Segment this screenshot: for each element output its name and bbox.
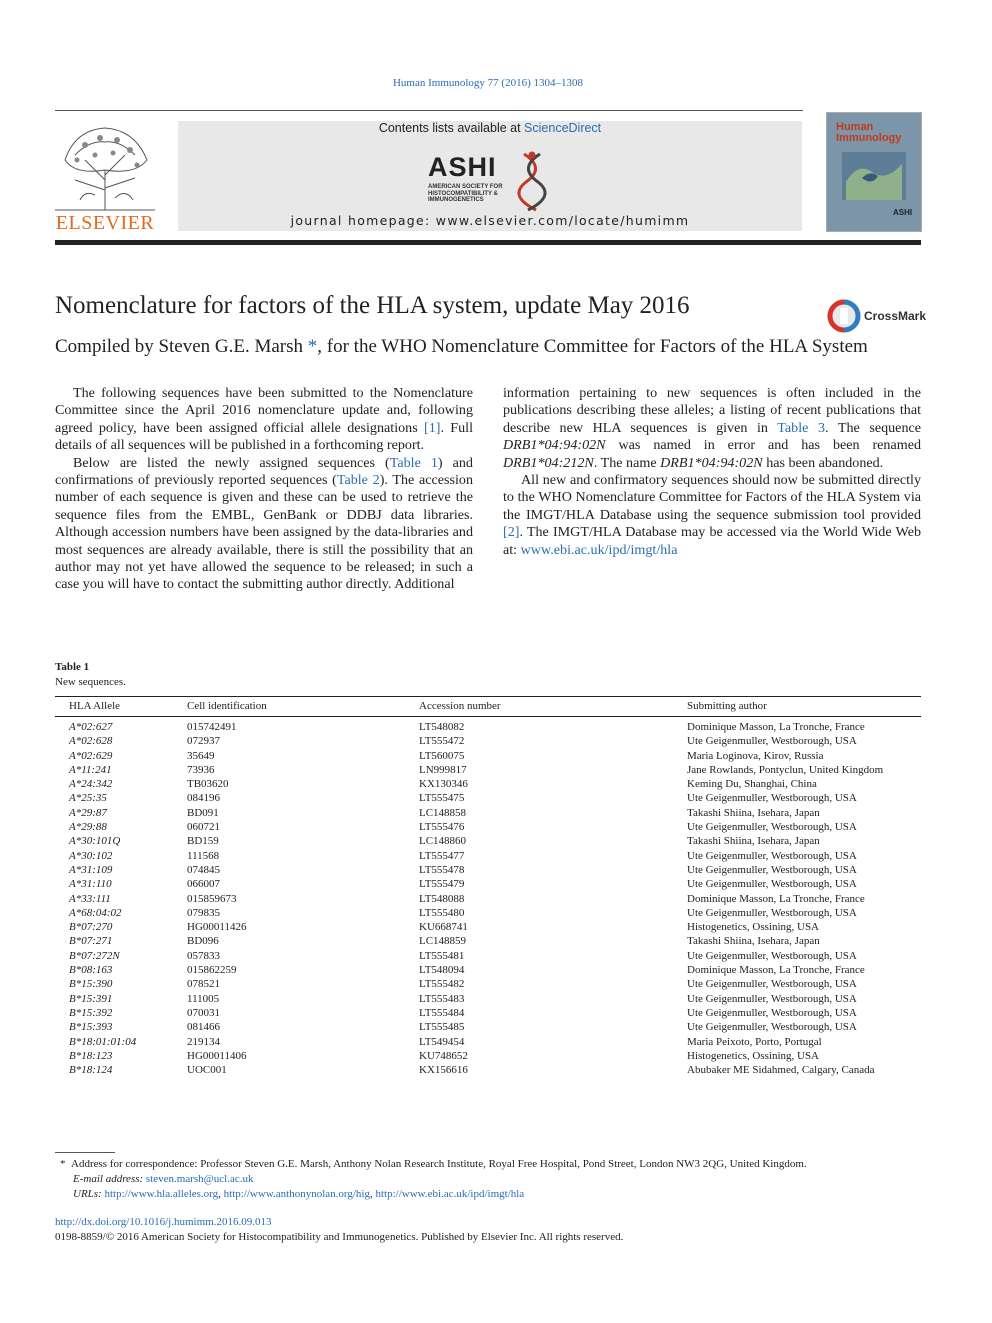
cell-id-cell: 73936 [187,763,215,776]
allele-cell: A*24:342 [69,778,113,791]
author-cell: Takashi Shiina, Isehara, Japan [687,806,820,819]
accession-cell: LC148859 [419,935,467,948]
cell-id-cell: 015742491 [187,721,237,733]
allele-cell: B*07:272N [69,949,120,962]
table-row [55,820,921,834]
author-cell: Dominique Masson, La Tronche, France [687,721,865,733]
ashi-society-name: AMERICAN SOCIETY FOR HISTOCOMPATIBILITY & IMMUNOGENETICS [428,184,503,203]
elsevier-wordmark: ELSEVIER [55,212,155,234]
body-column-left: The following sequences have been submitted to the Nomenclature Committee since the April 2016 nomenclature update and, following agreed policy, have been assigned official allele designations [1]. Full details of all sequences will be published in a forthcoming report. Below are listed the newly assigned sequences (Table 1) and confirmations of previously reported sequences (Table 2). The accession number of each sequence is given and these can be used to retrieve the sequence files from the EMBL, GenBank or DDBJ data libraries. Although accession numbers have been assigned by the data-libraries and most sequences are already available, there is still the possibility that an author may not yet have allowed the sequence to be released; in such a case you will have to contact the submitting author directly. Additional [55,385,473,593]
allele-cell: A*68:04:02 [69,906,122,919]
table-row [55,920,921,934]
table-row [55,834,921,848]
accession-cell: LT549454 [419,1035,465,1048]
cell-id-cell: 057833 [187,949,220,962]
accession-cell: LT555477 [419,849,465,862]
accession-cell: LT548082 [419,721,465,733]
cell-id-cell: TB03620 [187,778,229,791]
accession-cell: LT555478 [419,863,465,876]
cell-id-cell: 111005 [187,992,220,1005]
cell-id-cell: HG00011406 [187,1049,247,1062]
allele-cell: B*15:393 [69,1021,113,1034]
accession-cell: LT548094 [419,964,465,977]
cell-id-cell: UOC001 [187,1064,227,1077]
author-cell: Ute Geigenmuller, Westborough, USA [687,1006,857,1019]
table-row [55,777,921,791]
paragraph-continuation: information pertaining to new sequences is often included in the publications describing these alleles; a listing of recent publications that describe new HLA sequences is given in [503,385,921,436]
cell-id-cell: 070031 [187,1006,220,1019]
allele-cell: A*30:101Q [69,835,121,848]
table-1-link[interactable]: Table 1 [389,454,438,471]
table-row [55,763,921,777]
ref-2-link[interactable]: [2] [503,524,520,541]
allele-cell: A*25:35 [69,792,107,805]
author-cell: Ute Geigenmuller, Westborough, USA [687,821,857,834]
author-cell: Ute Geigenmuller, Westborough, USA [687,978,857,991]
ref-1-link[interactable]: [1] [424,419,441,436]
author-cell: Ute Geigenmuller, Westborough, USA [687,792,857,805]
table-caption: New sequences. [55,676,126,688]
cell-id-cell: 015859673 [187,892,237,905]
table-3-link[interactable]: Table 3 [777,419,825,436]
author-cell: Ute Geigenmuller, Westborough, USA [687,1021,857,1034]
author-cell: Ute Geigenmuller, Westborough, USA [687,906,857,919]
author-cell: Histogenetics, Ossining, USA [687,921,819,934]
table-row [55,863,921,877]
table-row [55,977,921,991]
accession-cell: LN999817 [419,763,467,776]
urls-footnote: URLs: http://www.hla.alleles.org, http://www.anthonynolan.org/hig, http://www.ebi.ac.uk/ipd/imgt/hla [73,1188,525,1200]
accession-cell: LT555483 [419,992,465,1005]
allele-cell: A*02:629 [69,749,113,762]
accession-cell: LT555485 [419,1021,465,1034]
author-cell: Histogenetics, Ossining, USA [687,1049,819,1062]
table-row [55,734,921,748]
table-row [55,877,921,891]
allele-cell: B*15:390 [69,978,113,991]
table-row [55,934,921,948]
table-row [55,1035,921,1049]
table-row [55,906,921,920]
correspondence-footnote: * Address for correspondence: Professor Steven G.E. Marsh, Anthony Nolan Research Institute, Royal Free Hospital, Pond Street, London NW3 2QG, United Kingdom. [60,1158,807,1170]
cell-id-cell: 072937 [187,735,220,748]
url-hla-alleles[interactable]: http://www.hla.alleles.org [104,1188,219,1200]
accession-cell: LT555479 [419,878,465,891]
email-link[interactable]: steven.marsh@ucl.ac.uk [145,1173,254,1185]
author-cell: Jane Rowlands, Pontyclun, United Kingdom [687,763,884,776]
table-body [55,717,921,1078]
table-row [55,849,921,863]
author-cell: Dominique Masson, La Tronche, France [687,892,865,905]
author-cell: Dominique Masson, La Tronche, France [687,964,865,977]
cell-id-cell: 060721 [187,821,220,834]
author-cell: Maria Loginova, Kirov, Russia [687,749,824,762]
accession-cell: LT548088 [419,892,465,905]
cell-id-cell: BD096 [187,935,219,948]
allele-cell: A*29:87 [69,806,107,819]
author-cell: Ute Geigenmuller, Westborough, USA [687,949,857,962]
accession-cell: LT560075 [419,749,465,762]
allele-cell: B*07:270 [69,921,113,934]
cover-title: Human Immunology [836,121,902,144]
author-cell: Ute Geigenmuller, Westborough, USA [687,735,857,748]
allele-cell: B*08:163 [69,964,113,977]
accession-cell: LC148858 [419,806,467,819]
allele-cell: B*18:01:01:04 [69,1035,137,1048]
allele-cell: B*18:123 [69,1049,113,1062]
url-ebi-imgt[interactable]: http://www.ebi.ac.uk/ipd/imgt/hla [375,1188,525,1200]
sciencedirect-link[interactable]: ScienceDirect [524,121,602,135]
allele-cell: A*02:627 [69,721,113,733]
accession-cell: LT555472 [419,735,465,748]
table-row [55,992,921,1006]
author-line: Compiled by Steven G.E. Marsh *, for the WHO Nomenclature Committee for Factors of the HLA System [55,336,868,357]
doi-link[interactable]: http://dx.doi.org/10.1016/j.humimm.2016.09.013 [55,1216,272,1228]
imgt-hla-url[interactable]: www.ebi.ac.uk/ipd/imgt/hla [520,541,678,558]
author-cell: Ute Geigenmuller, Westborough, USA [687,863,857,876]
allele-cell: A*11:241 [69,763,112,776]
url-anthony-nolan[interactable]: http://www.anthonynolan.org/hig [223,1188,370,1200]
copyright-line: 0198-8859/© 2016 American Society for Histocompatibility and Immunogenetics. Published by Elsevier Inc. All rights reserved. [55,1231,624,1243]
cell-id-cell: 066007 [187,878,220,891]
author-cell: Ute Geigenmuller, Westborough, USA [687,878,857,891]
table-row [55,1049,921,1063]
allele-cell: A*31:110 [69,878,112,891]
cover-badge: ASHI [893,208,913,217]
cell-id-cell: 078521 [187,978,220,991]
cell-id-cell: 084196 [187,792,220,805]
allele-cell: B*15:391 [69,992,113,1005]
col-header-accession: Accession number [419,697,687,717]
col-header-allele: HLA Allele [55,697,187,717]
cell-id-cell: BD091 [187,806,219,819]
crossmark-label[interactable]: CrossMark [864,309,927,323]
table-row [55,806,921,820]
accession-cell: LT555481 [419,949,465,962]
allele-cell: A*30:102 [69,849,113,862]
table-row [55,1020,921,1034]
journal-homepage[interactable]: journal homepage: www.elsevier.com/locate/humimm [290,213,690,228]
accession-cell: LT555476 [419,821,465,834]
accession-cell: LT555484 [419,1006,465,1019]
contents-line: Contents lists available at ScienceDirect [378,121,602,135]
cell-id-cell: BD159 [187,835,219,848]
cell-id-cell: 079835 [187,906,220,919]
cell-id-cell: HG00011426 [187,921,247,934]
author-cell: Takashi Shiina, Isehara, Japan [687,935,820,948]
dna-helix-icon [516,150,556,212]
cell-id-cell: 111568 [187,849,220,862]
table-label: Table 1 [55,661,90,673]
allele-cell: A*33:111 [69,892,111,905]
elsevier-tree-logo [55,120,155,212]
table-row [55,949,921,963]
accession-cell: KX130346 [419,778,468,791]
author-cell: Maria Peixoto, Porto, Portugal [687,1035,822,1048]
crossmark-icon[interactable] [826,298,862,334]
cell-id-cell: 219134 [187,1035,220,1048]
table-row [55,749,921,763]
table-header-row [55,697,921,717]
author-cell: Takashi Shiina, Isehara, Japan [687,835,820,848]
table-row [55,963,921,977]
accession-cell: KU668741 [419,921,468,934]
accession-cell: LT555482 [419,978,465,991]
cover-image [842,152,906,200]
accession-cell: KU748652 [419,1049,468,1062]
header-rule [55,110,803,111]
author-cell: Ute Geigenmuller, Westborough, USA [687,849,857,862]
cell-id-cell: 081466 [187,1021,220,1034]
accession-cell: LC148860 [419,835,467,848]
col-header-cell-id: Cell identification [187,697,419,717]
allele-cell: B*18:124 [69,1064,113,1077]
col-header-author: Submitting author [687,697,921,717]
allele-cell: A*02:628 [69,735,113,748]
table-row [55,892,921,906]
journal-reference[interactable]: Human Immunology 77 (2016) 1304–1308 [392,77,584,89]
allele-cell: A*31:109 [69,863,113,876]
header-thick-rule [55,240,921,245]
ashi-logo [428,150,558,212]
new-sequences-table [55,696,921,1077]
accession-cell: LT555480 [419,906,465,919]
table-2-link[interactable]: Table 2 [336,472,380,489]
author-footnote-mark[interactable]: * [307,336,318,357]
cell-id-cell: 35649 [187,749,215,762]
allele-cell: B*07:271 [69,935,113,948]
body-column-right: information pertaining to new sequences is often included in the publications describing these alleles; a listing of recent publications that describe new HLA sequences is given in Table 3. The sequence DRB1*04:94:02N was named in error and has been renamed DRB1*04:212N. The name DRB1*04:94:02N has been abandoned. All new and confirmatory sequences should now be submitted directly to the WHO Nomenclature Committee for Factors of the HLA System via the IMGT/HLA Database using the sequence submission tool provided [2]. The IMGT/HLA Database may be accessed via the World Wide Web at: www.ebi.ac.uk/ipd/imgt/hla [503,385,921,558]
accession-cell: LT555475 [419,792,465,805]
cell-id-cell: 015862259 [187,964,237,977]
allele-cell: A*29:88 [69,821,107,834]
author-cell: Abubaker ME Sidahmed, Calgary, Canada [687,1064,875,1077]
email-footnote: E-mail address: steven.marsh@ucl.ac.uk [73,1173,254,1185]
table-row [55,791,921,805]
allele-cell: B*15:392 [69,1006,113,1019]
table-row [55,1063,921,1077]
table-row [55,717,921,735]
table-row [55,1006,921,1020]
accession-cell: KX156616 [419,1064,468,1077]
ashi-acronym: ASHI [428,152,497,182]
author-cell: Keming Du, Shanghai, China [687,778,817,791]
footnote-rule [55,1152,115,1153]
cell-id-cell: 074845 [187,863,220,876]
article-title: Nomenclature for factors of the HLA system, update May 2016 [55,292,690,319]
author-cell: Ute Geigenmuller, Westborough, USA [687,992,857,1005]
